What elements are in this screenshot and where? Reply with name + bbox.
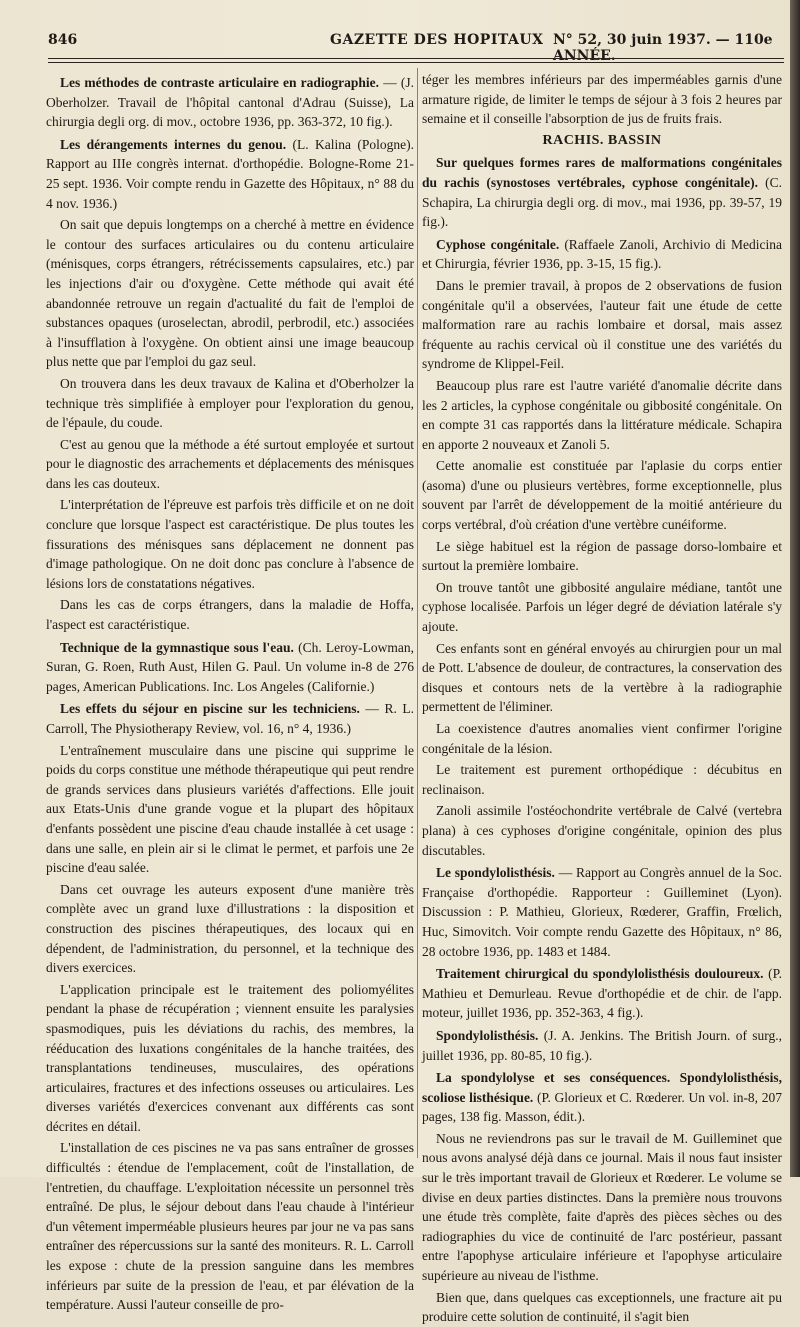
entry-congenital-kyphosis: Cyphose congénitale. (Raffaele Zanoli, Archivio di Medicina et Chirurgia, février 1936, pp. 3-15, 15 fig.). [422,236,782,272]
left-column [46,70,414,1313]
paragraph: On trouve tantôt une gibbosité angulaire médiane, tantôt une cyphose localisée. Parfois un léger degré de déviation latérale s'y ajoute. [422,579,782,635]
paragraph: L'installation de ces piscines ne va pas sans entraîner de grosses difficultés : étendue de l'emplacement, coût de l'installation, de l'entretien, du chauffage. L'exploitation nécessite un personnel très entraîné. De plus, le séjour debout dans l'eau chaude à l'intérieur d'un vêtement imperméable plusieurs heures par jour ne va pas sans entraîner des répercussions sur la santé des moniteurs. R. L. Carroll les expose : chute de la pression sanguine dans les membres inférieurs par suite de la pression de l'eau, et par élévation de la température. Aussi l'auteur conseille de pro- [46,1140,414,1313]
entry-rare-malformations: Sur quelques formes rares de malformations congénitales du rachis (synostoses vertébrales, cyphose congénitale). (C. Schapira, La chirurgia degli org. di mov., mai 1936, pp. 39-57, 19 fig.). [422,155,783,230]
paragraph: Dans cet ouvrage les auteurs exposent d'une manière très complète avec un grand luxe d'illustrations : la disposition et construction des piscines thérapeutiques, des locaux qui en dépendent, de l'administration, du personnel, et la technique des divers exercices. [46,881,414,976]
entry-surgical-treatment: Traitement chirurgical du spondylolisthésis douloureux. (P. Mathieu et Demurleau. Revue d'orthopédie et de chir. de l'app. moteur, juillet 1936, pp. 352-363, 4 fig.). [422,966,782,1021]
entry-spondylolysis: La spondylolyse et ses conséquences. Spondylolisthésis, scoliose listhésique. (P. Glorieux et C. Rœderer. Un vol. in-8, 207 pages, 138 fig. Masson, édit.). [422,1070,782,1125]
header-rule-thin [48,62,784,63]
paragraph: Beaucoup plus rare est l'autre variété d'anomalie décrite dans les 2 articles, la cyphose congénitale ou gibbosité congénitale. On en compte 31 cas rapportés dans la littérature médicale. Schapira en apporte 2 nouveaux et Zanoli 5. [422,377,782,452]
paragraph: Dans le premier travail, à propos de 2 observations de fusion congénitale qu'il a observées, l'auteur fait une étude de cette malformation rare au rachis lombaire et dorsal, mais assez fréquente au rachis cervical où il constitue une des variétés du syndrome de Klippel-Feil. [422,277,782,372]
paragraph: Ces enfants sont en général envoyés au chirurgien pour un mal de Pott. L'absence de douleur, de contractures, la conservation des disques et contours nets de la vertèbre à la radiographie permettent de l'éliminer. [422,640,782,715]
running-header [48,28,784,64]
paragraph: C'est au genou que la méthode a été surtout employée et surtout pour le diagnostic des arrachements et déplacements des ménisques dans les cas douteux. [46,436,414,491]
entry-contrast-methods: Les méthodes de contraste articulaire en radiographie. — (J. Oberholzer. Travail de l'hôpital cantonal d'Adrau (Suisse), La chirurgia degli org. di mov., octobre 1936, pp. 363-372, 10 fig.). [46,75,414,130]
page-number: 846 [48,32,78,48]
paragraph: Le siège habituel est la région de passage dorso-lombaire et surtout la première lombaire. [422,538,782,574]
paragraph-continued: téger les membres inférieurs par des imperméables garnis d'une armature rigide, de limiter le temps de séjour à 3 fois 2 heures par semaine et il conseille l'absorption de jus de fruits frais. [422,72,782,127]
paragraph: Nous ne reviendrons pas sur le travail de M. Guilleminet que nous avons analysé déjà dans ce journal. Mais il nous faut insister sur le très important travail de Glorieux et Rœderer. Le volume se divise en deux parties distinctes. Dans la première nous trouvons une étude très complète, faite d'après des pièces sèches ou des radiographies du vice de continuité de l'arc postérieur, passant entre l'apophyse articulaire inférieure et l'apophyse articulaire supérieure au niveau de l'isthme. [422,1130,782,1284]
paragraph: Bien que, dans quelques cas exceptionnels, une fracture ait pu produire cette solution de continuité, il s'agit bien [422,1289,782,1325]
paragraph: L'application principale est le traitement des poliomyélites pendant la phase de récupération ; viennent ensuite les paralysies spasmodiques, puis les déviations du rachis, des membres, la rééducation des luxations congénitales de la hanche traitées, des transplantations tendineuses, musculaires, des opérations articulaires, fractures et des infections osseuses ou articulaires. Les diverses variétés d'exercices convenant aux différents cas sont décrites en détail. [46,981,414,1134]
issue-info: N° 52, 30 juin 1937. — 110e ANNÉE. [553,32,773,64]
entry-spondylolisthesis-jenkins: Spondylolisthésis. (J. A. Jenkins. The British Journ. of surg., juillet 1936, pp. 80-85, 10 fig.). [422,1027,782,1063]
entry-underwater-gymnastics: Technique de la gymnastique sous l'eau. (Ch. Leroy-Lowman, Suran, G. Roen, Ruth Aust, Hilen G. Paul. Un volume in-8 de 276 pages, American Publications. Inc. Los Angeles (Californie.) [46,639,414,694]
paragraph: On trouvera dans les deux travaux de Kalina et d'Oberholzer la technique très simplifiée à employer pour l'exploration du genou, de l'épaule, du coude. [46,375,414,431]
header-rule-thick [48,58,784,59]
paragraph: On sait que depuis longtemps on a cherché à mettre en évidence le contour des surfaces articulaires ou du contenu articulaire (ménisques, corps étrangers, rétrécissements capsulaires, etc.) par les injections d'air ou d'oxygène. Cette méthode qui avait été abandonnée retrouve un regain d'actualité du fait de l'emploi de substances opaques (uroselectan, abrodil, perbrodil, etc.) associées à l'insufflation à l'oxygène. On obtient ainsi une image beaucoup plus nette que par l'emploi du gaz seul. [46,217,414,370]
right-column [422,70,783,1325]
paragraph: Dans les cas de corps étrangers, dans la maladie de Hoffa, l'aspect est caractéristique. [46,597,414,633]
section-heading: RACHIS. BASSIN [542,132,662,148]
paragraph: La coexistence d'autres anomalies vient confirmer l'origine congénitale de la lésion. [422,721,782,756]
journal-title: GAZETTE DES HOPITAUX [330,32,544,48]
paragraph: Zanoli assimile l'ostéochondrite vertébrale de Calvé (vertebra plana) à ces cyphoses d'origine congénitale, opinion des plus discutables. [422,803,782,858]
page-edge-shadow [790,0,800,1177]
entry-pool-effects: Les effets du séjour en piscine sur les techniciens. — R. L. Carroll, The Physiotherapy Review, vol. 16, n° 4, 1936.) [46,701,414,736]
entry-spondylolisthesis-report: Le spondylolisthésis. — Rapport au Congrès annuel de la Soc. Française d'orthopédie. Rapporteur : Guilleminet (Lyon). Discussion : P. Mathieu, Glorieux, Rœderer, Graffin, Frœlich, Huc, Simovitch. Voir compte rendu Gazette des Hôpitaux, n° 86, 28 octobre 1936, pp. 1483 et 1484. [422,865,782,959]
paragraph: Cette anomalie est constituée par l'aplasie du corps entier (asoma) d'une ou plusieurs vertèbres, forme exceptionnelle, plus souvent par l'arrêt de développement de la moitié antérieure du corps vertébral, d'où création d'une vertèbre cunéiforme. [422,458,782,533]
entry-knee-derangements: Les dérangements internes du genou. (L. Kalina (Pologne). Rapport au IIIe congrès internat. d'orthopédie. Bologne-Rome 21-25 sept. 1936. Voir compte rendu in Gazette des Hôpitaux, n° 88 du 4 nov. 1936.) [46,136,414,211]
paragraph: L'entraînement musculaire dans une piscine qui supprime le poids du corps constitue une méthode thérapeutique qui peut rendre de grands services dans plusieurs variétés d'affections. Elle jouit aux Etats-Unis d'une grande vogue et la plupart des hôpitaux d'enfants possèdent une piscine d'eau chaude installée à cet usage : dans une salle, en plein air si le climat le permet, et parfois une 2e piscine d'eau salée. [46,742,414,876]
paragraph: L'interprétation de l'épreuve est parfois très difficile et on ne doit conclure que lorsque l'aspect est caractéristique. De plus toutes les fissurations des ménisques sans déplacement ne donnent pas d'image pathologique. On ne doit donc pas conclure à l'absence de lésions lors de constatations négatives. [46,497,414,591]
column-divider [417,68,418,1158]
paragraph: Le traitement est purement orthopédique : décubitus en reclinaison. [422,762,782,797]
